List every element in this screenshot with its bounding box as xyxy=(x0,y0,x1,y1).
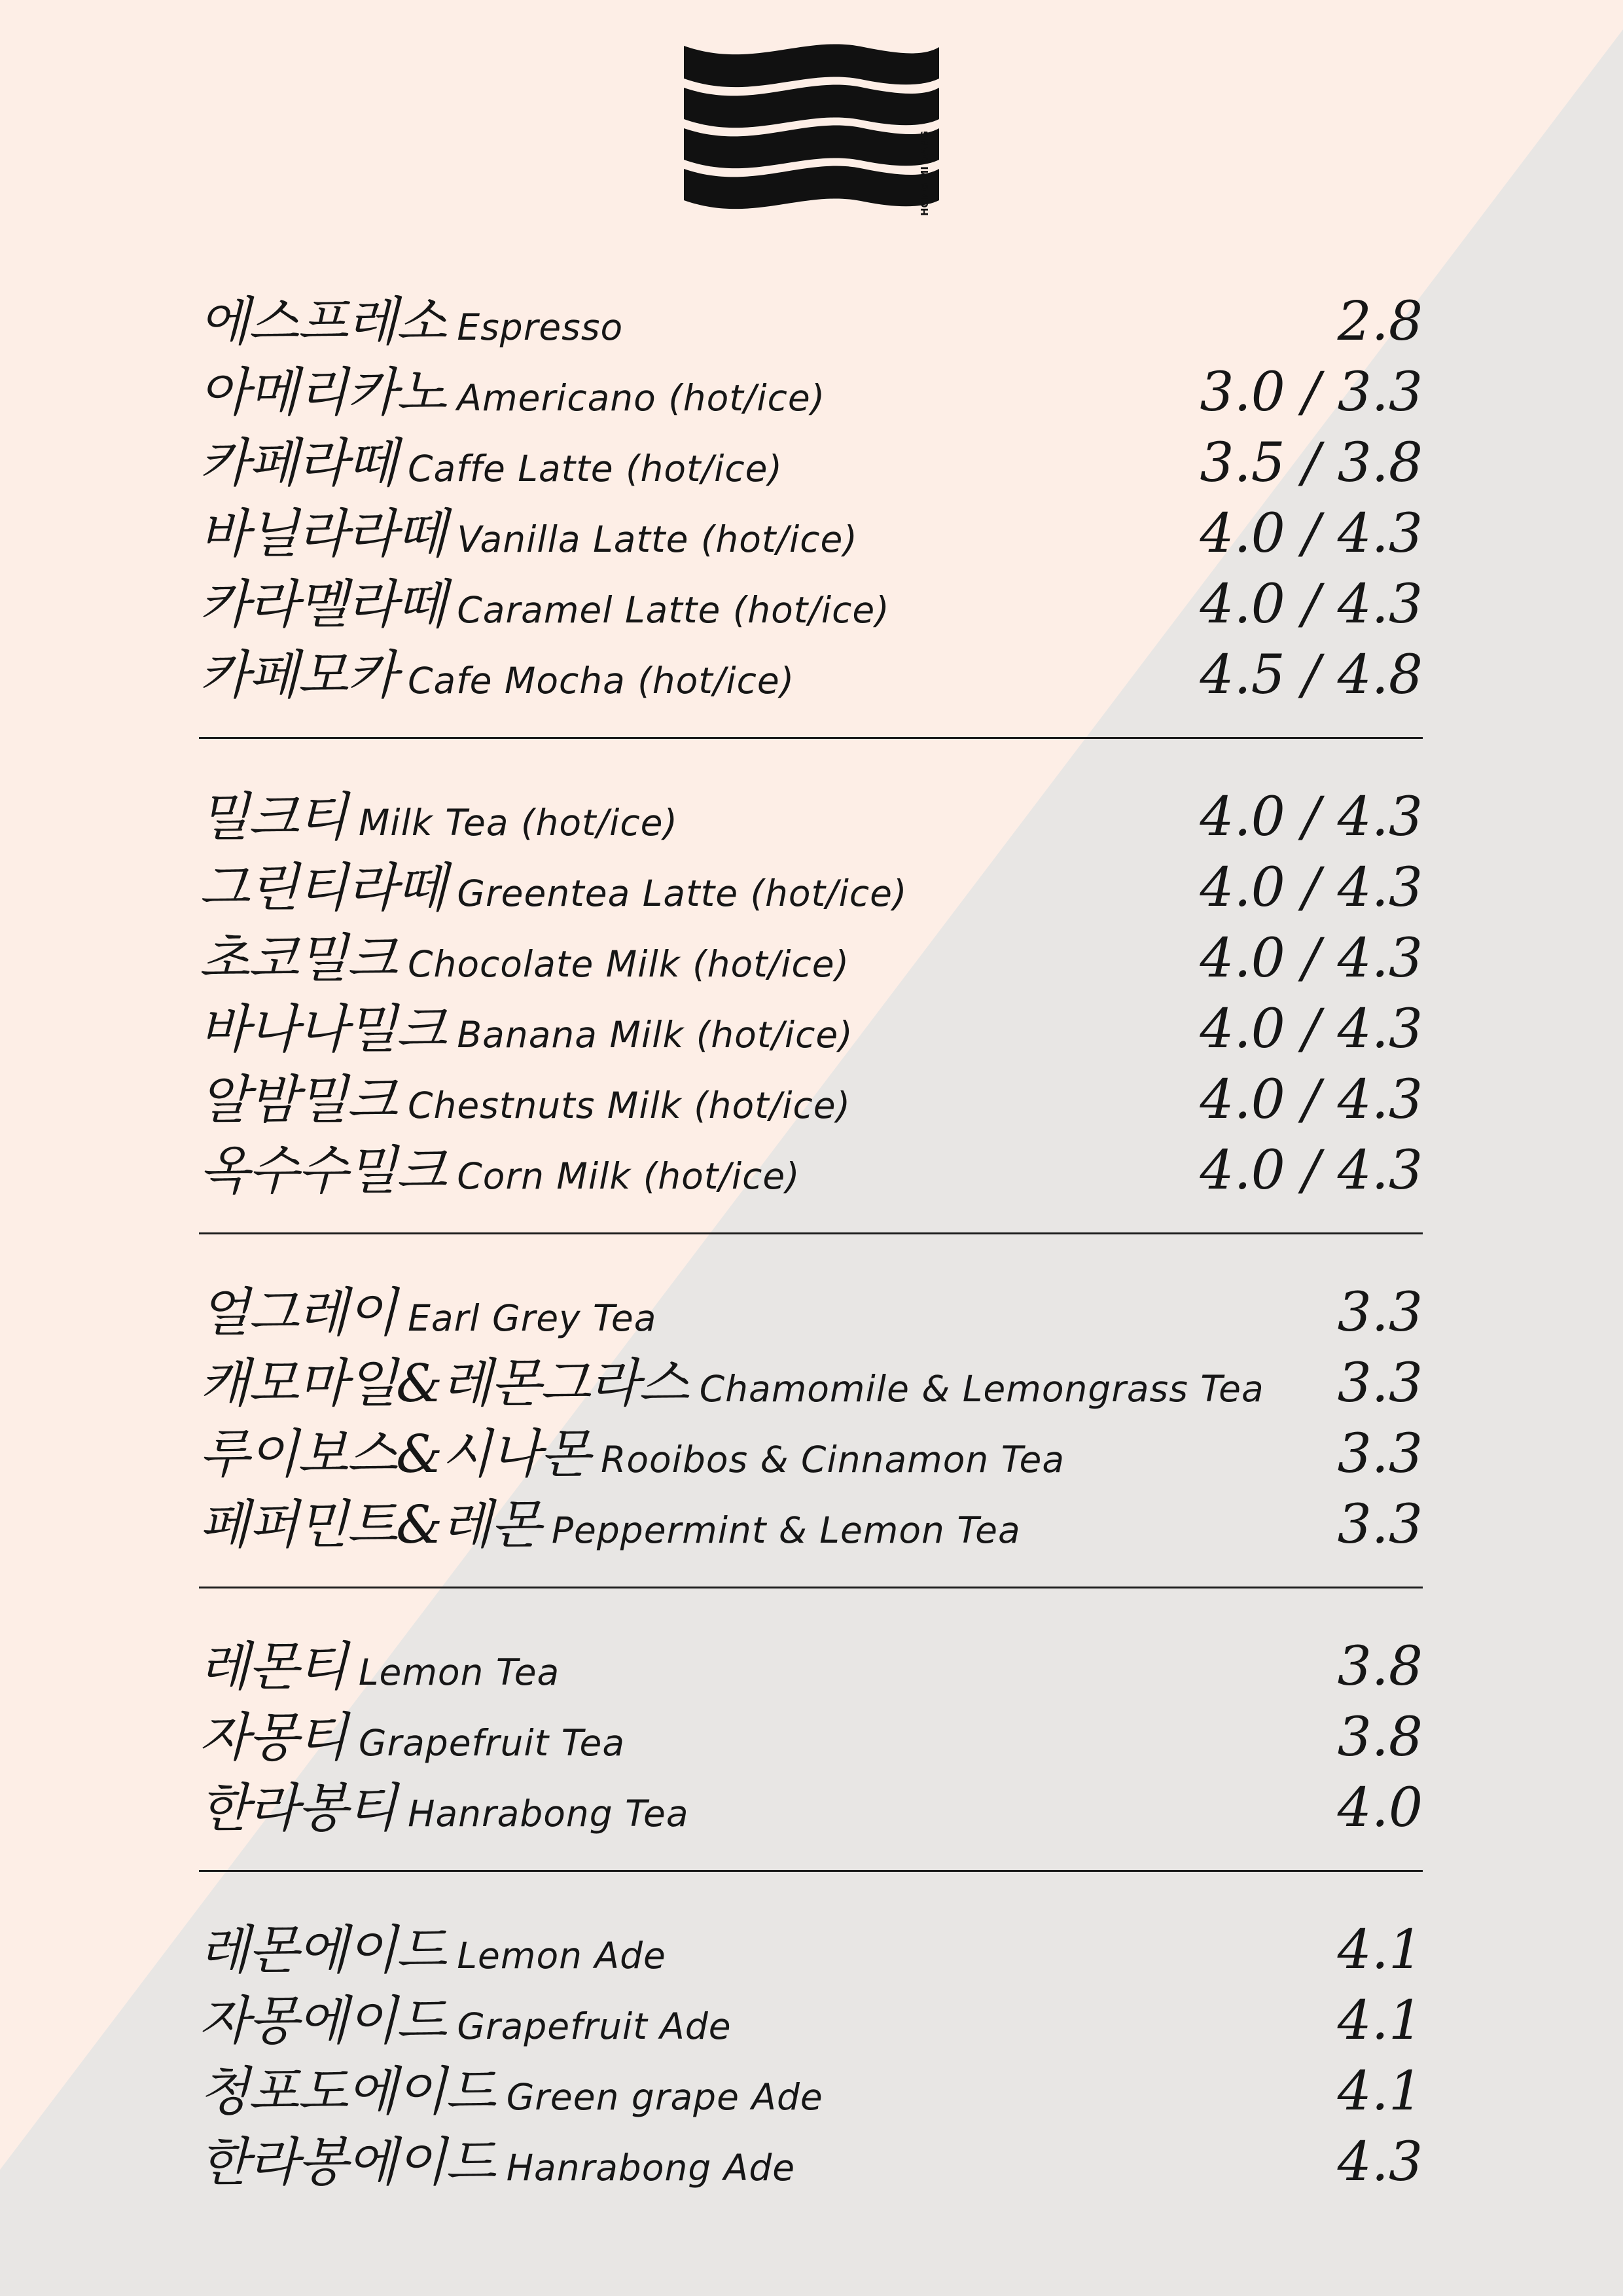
item-name xyxy=(199,569,890,645)
item-korean-name: 옥수수밀크 xyxy=(199,1140,446,1201)
item-price: 2.8 xyxy=(1337,291,1423,353)
item-korean-name: 한라봉티 xyxy=(199,1778,397,1839)
menu-item xyxy=(199,924,1423,994)
menu-item xyxy=(199,357,1423,428)
menu-item xyxy=(199,2056,1423,2127)
item-price: 4.0 / 4.3 xyxy=(1200,786,1423,848)
menu-item xyxy=(199,287,1423,357)
item-price: 3.3 xyxy=(1337,1352,1423,1414)
item-english-name: Milk Tea (hot/ice) xyxy=(358,802,678,844)
item-english-name: Peppermint & Lemon Tea xyxy=(551,1509,1021,1551)
item-korean-name: 초코밀크 xyxy=(199,928,397,989)
item-name xyxy=(199,924,849,999)
item-korean-name: 밀크티 xyxy=(199,787,347,848)
item-korean-name: 레몬티 xyxy=(199,1636,347,1697)
section-divider xyxy=(199,1232,1423,1234)
item-english-name: Grapefruit Ade xyxy=(457,2005,732,2047)
item-english-name: Hanrabong Ade xyxy=(506,2147,796,2189)
item-price: 3.0 / 3.3 xyxy=(1200,361,1423,423)
section-divider xyxy=(199,737,1423,739)
item-korean-name: 레몬에이드 xyxy=(199,1920,446,1981)
item-name xyxy=(199,428,783,504)
item-korean-name: 그린티라떼 xyxy=(199,857,446,918)
item-name xyxy=(199,1986,732,2062)
item-name xyxy=(199,1632,560,1708)
item-price: 4.1 xyxy=(1337,1990,1423,2052)
item-english-name: Espresso xyxy=(457,306,624,348)
item-name xyxy=(199,782,678,858)
item-name xyxy=(199,1065,851,1141)
menu-item xyxy=(199,853,1423,924)
item-name xyxy=(199,1773,689,1849)
item-name xyxy=(199,1702,625,1778)
menu-item xyxy=(199,994,1423,1065)
item-english-name: Vanilla Latte (hot/ice) xyxy=(457,518,858,560)
item-price: 4.0 / 4.3 xyxy=(1200,503,1423,565)
item-price: 4.1 xyxy=(1337,2060,1423,2123)
item-name xyxy=(199,640,794,716)
item-name xyxy=(199,287,623,363)
item-korean-name: 자몽에이드 xyxy=(199,1990,446,2051)
menu-item xyxy=(199,499,1423,569)
item-korean-name: 바나나밀크 xyxy=(199,999,446,1060)
menu-item xyxy=(199,1348,1423,1419)
item-name xyxy=(199,1915,666,1991)
item-english-name: Caffe Latte (hot/ice) xyxy=(408,448,783,490)
item-english-name: Chestnuts Milk (hot/ice) xyxy=(408,1085,851,1126)
item-name xyxy=(199,2056,823,2132)
item-korean-name: 카페라떼 xyxy=(199,433,397,493)
item-english-name: Lemon Ade xyxy=(457,1935,666,1977)
menu-section xyxy=(199,287,1423,711)
item-korean-name: 청포도에이드 xyxy=(199,2061,495,2122)
menu-item xyxy=(199,640,1423,711)
item-english-name: Caramel Latte (hot/ice) xyxy=(457,589,890,631)
menu-item xyxy=(199,1278,1423,1348)
item-english-name: Chocolate Milk (hot/ice) xyxy=(408,943,850,985)
item-korean-name: 에스프레소 xyxy=(199,291,446,352)
item-price: 4.0 / 4.3 xyxy=(1200,1069,1423,1131)
menu-section xyxy=(199,782,1423,1206)
item-korean-name: 얼그레이 xyxy=(199,1282,397,1343)
item-price: 4.3 xyxy=(1337,2131,1423,2193)
item-korean-name: 알밤밀크 xyxy=(199,1069,397,1130)
item-english-name: Chamomile & Lemongrass Tea xyxy=(699,1368,1264,1410)
item-korean-name: 캐모마일&레몬그라스 xyxy=(199,1353,688,1414)
item-korean-name: 카라멜라떼 xyxy=(199,574,446,635)
item-price: 3.5 / 3.8 xyxy=(1200,432,1423,494)
item-name xyxy=(199,357,825,433)
item-price: 3.3 xyxy=(1337,1423,1423,1485)
item-korean-name: 자몽티 xyxy=(199,1707,347,1768)
item-english-name: Grapefruit Tea xyxy=(358,1722,626,1764)
item-price: 4.0 / 4.3 xyxy=(1200,998,1423,1060)
item-name xyxy=(199,1348,1264,1424)
item-name xyxy=(199,1490,1021,1566)
logo-text: HONG MI DANG xyxy=(919,130,931,216)
item-korean-name: 한라봉에이드 xyxy=(199,2132,495,2193)
item-price: 4.1 xyxy=(1337,1919,1423,1981)
item-price: 3.8 xyxy=(1337,1706,1423,1768)
menu-item xyxy=(199,782,1423,853)
item-name xyxy=(199,1278,656,1354)
item-price: 3.3 xyxy=(1337,1494,1423,1556)
item-english-name: Green grape Ade xyxy=(506,2076,823,2118)
item-korean-name: 아메리카노 xyxy=(199,362,446,423)
menu-item xyxy=(199,1915,1423,1986)
menu-item xyxy=(199,1986,1423,2056)
item-name xyxy=(199,2127,795,2203)
menu-section xyxy=(199,1632,1423,1844)
section-divider xyxy=(199,1870,1423,1872)
item-english-name: Corn Milk (hot/ice) xyxy=(457,1155,800,1197)
menu-item xyxy=(199,1065,1423,1136)
menu-item xyxy=(199,1136,1423,1206)
item-price: 4.0 xyxy=(1337,1777,1423,1839)
item-price: 4.0 / 4.3 xyxy=(1200,927,1423,990)
menu-list xyxy=(199,287,1423,2198)
item-price: 3.3 xyxy=(1337,1282,1423,1344)
item-korean-name: 바닐라라떼 xyxy=(199,503,446,564)
menu-item xyxy=(199,428,1423,499)
item-name xyxy=(199,1419,1065,1495)
menu-item xyxy=(199,569,1423,640)
item-korean-name: 루이보스&시나몬 xyxy=(199,1424,590,1484)
item-english-name: Lemon Tea xyxy=(358,1651,560,1693)
item-english-name: Banana Milk (hot/ice) xyxy=(457,1014,853,1056)
item-price: 4.5 / 4.8 xyxy=(1200,644,1423,706)
item-price: 4.0 / 4.3 xyxy=(1200,1139,1423,1202)
item-english-name: Hanrabong Tea xyxy=(408,1793,689,1835)
item-name xyxy=(199,853,907,929)
menu-item xyxy=(199,1490,1423,1560)
item-english-name: Cafe Mocha (hot/ice) xyxy=(408,660,795,702)
wave-mark xyxy=(684,44,939,209)
menu-item xyxy=(199,1419,1423,1490)
item-name xyxy=(199,994,853,1070)
menu-section xyxy=(199,1915,1423,2198)
menu-item xyxy=(199,1702,1423,1773)
item-english-name: Rooibos & Cinnamon Tea xyxy=(601,1439,1065,1480)
item-korean-name: 카페모카 xyxy=(199,645,397,706)
menu-item xyxy=(199,1632,1423,1702)
menu-item xyxy=(199,1773,1423,1844)
item-english-name: Greentea Latte (hot/ice) xyxy=(457,872,908,914)
item-name xyxy=(199,499,858,575)
item-english-name: Earl Grey Tea xyxy=(408,1297,657,1339)
item-price: 4.0 / 4.3 xyxy=(1200,573,1423,636)
item-korean-name: 페퍼민트&레몬 xyxy=(199,1494,540,1555)
item-english-name: Americano (hot/ice) xyxy=(457,377,826,419)
item-name xyxy=(199,1136,800,1211)
item-price: 3.8 xyxy=(1337,1636,1423,1698)
item-price: 4.0 / 4.3 xyxy=(1200,857,1423,919)
menu-item xyxy=(199,2127,1423,2198)
hong-mi-dang-logo xyxy=(681,41,949,234)
menu-section xyxy=(199,1278,1423,1560)
section-divider xyxy=(199,1587,1423,1588)
